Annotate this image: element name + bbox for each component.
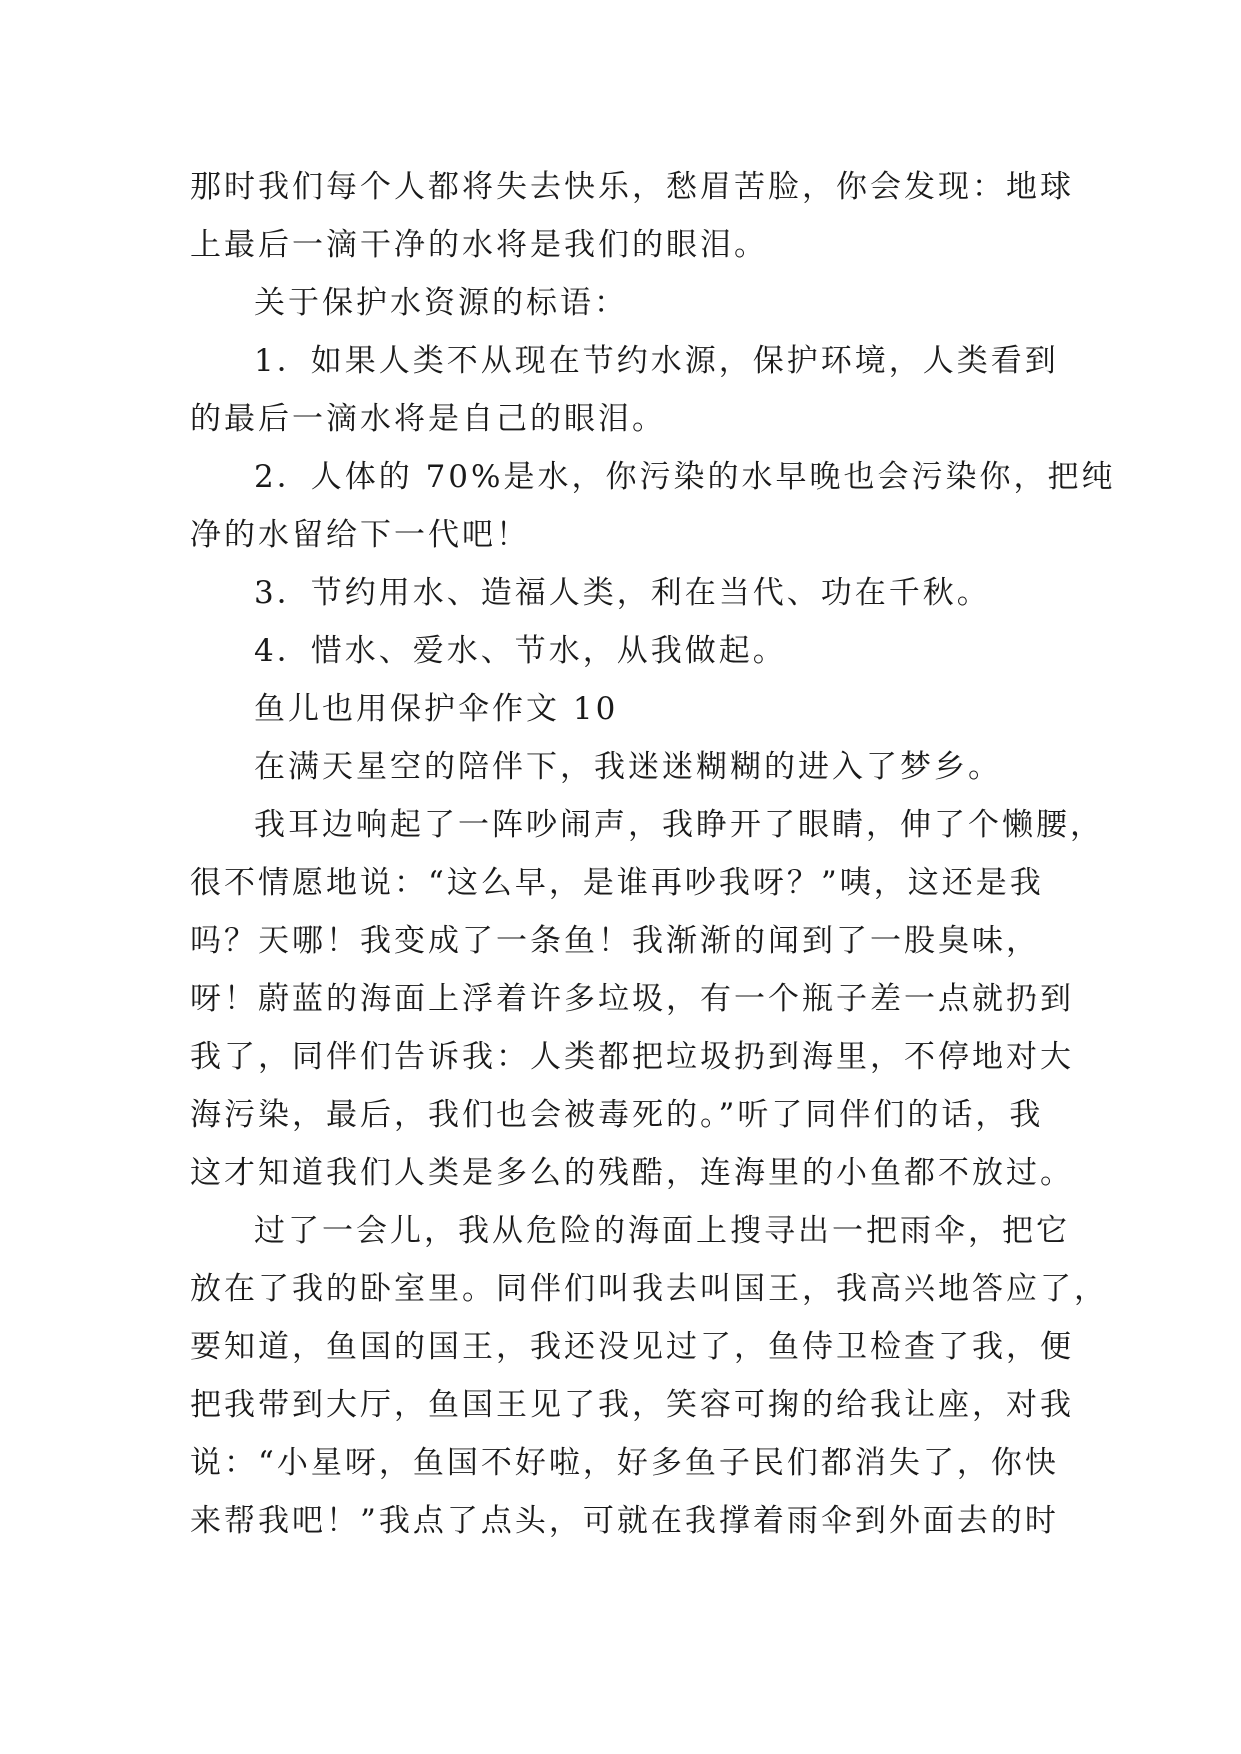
text-line: 吗？天哪！我变成了一条鱼！我渐渐的闻到了一股臭味， bbox=[190, 923, 1040, 959]
slogan-item-2: 2．人体的 70%是水，你污染的水早晚也会污染你，把纯 bbox=[254, 459, 1116, 495]
slogan-heading: 关于保护水资源的标语： bbox=[254, 285, 628, 321]
essay-title: 鱼儿也用保护伞作文 10 bbox=[254, 691, 619, 727]
text-line: 这才知道我们人类是多么的残酷，连海里的小鱼都不放过。 bbox=[190, 1155, 1074, 1191]
text-line: 放在了我的卧室里。同伴们叫我去叫国王，我高兴地答应了， bbox=[190, 1271, 1108, 1307]
text-line: 说：“小星呀，鱼国不好啦，好多鱼子民们都消失了，你快 bbox=[190, 1445, 1059, 1481]
paragraph-start: 在满天星空的陪伴下，我迷迷糊糊的进入了梦乡。 bbox=[254, 749, 1002, 785]
slogan-item-1: 1．如果人类不从现在节约水源，保护环境，人类看到 bbox=[254, 343, 1059, 379]
text-line: 很不情愿地说：“这么早，是谁再吵我呀？”咦，这还是我 bbox=[190, 865, 1044, 901]
paragraph-start: 我耳边响起了一阵吵闹声，我睁开了眼睛，伸了个懒腰， bbox=[254, 807, 1104, 843]
text-line: 的最后一滴水将是自己的眼泪。 bbox=[190, 401, 666, 437]
text-line: 要知道，鱼国的国王，我还没见过了，鱼侍卫检查了我，便 bbox=[190, 1329, 1074, 1365]
text-line: 来帮我吧！”我点了点头，可就在我撑着雨伞到外面去的时 bbox=[190, 1503, 1059, 1539]
text-line: 上最后一滴干净的水将是我们的眼泪。 bbox=[190, 227, 768, 263]
document-body bbox=[190, 158, 1116, 1550]
text-line: 我了，同伴们告诉我：人类都把垃圾扔到海里，不停地对大 bbox=[190, 1039, 1074, 1075]
text-line: 海污染，最后，我们也会被毒死的。”听了同伴们的话，我 bbox=[190, 1097, 1044, 1133]
paragraph-start: 过了一会儿，我从危险的海面上搜寻出一把雨伞，把它 bbox=[254, 1213, 1070, 1249]
text-line: 呀！蔚蓝的海面上浮着许多垃圾，有一个瓶子差一点就扔到 bbox=[190, 981, 1074, 1017]
text-line: 那时我们每个人都将失去快乐，愁眉苦脸，你会发现：地球 bbox=[190, 169, 1074, 205]
slogan-item-4: 4．惜水、爱水、节水，从我做起。 bbox=[254, 633, 787, 669]
text-line: 净的水留给下一代吧！ bbox=[190, 517, 530, 553]
text-line: 把我带到大厅，鱼国王见了我，笑容可掬的给我让座，对我 bbox=[190, 1387, 1074, 1423]
slogan-item-3: 3．节约用水、造福人类，利在当代、功在千秋。 bbox=[254, 575, 991, 611]
